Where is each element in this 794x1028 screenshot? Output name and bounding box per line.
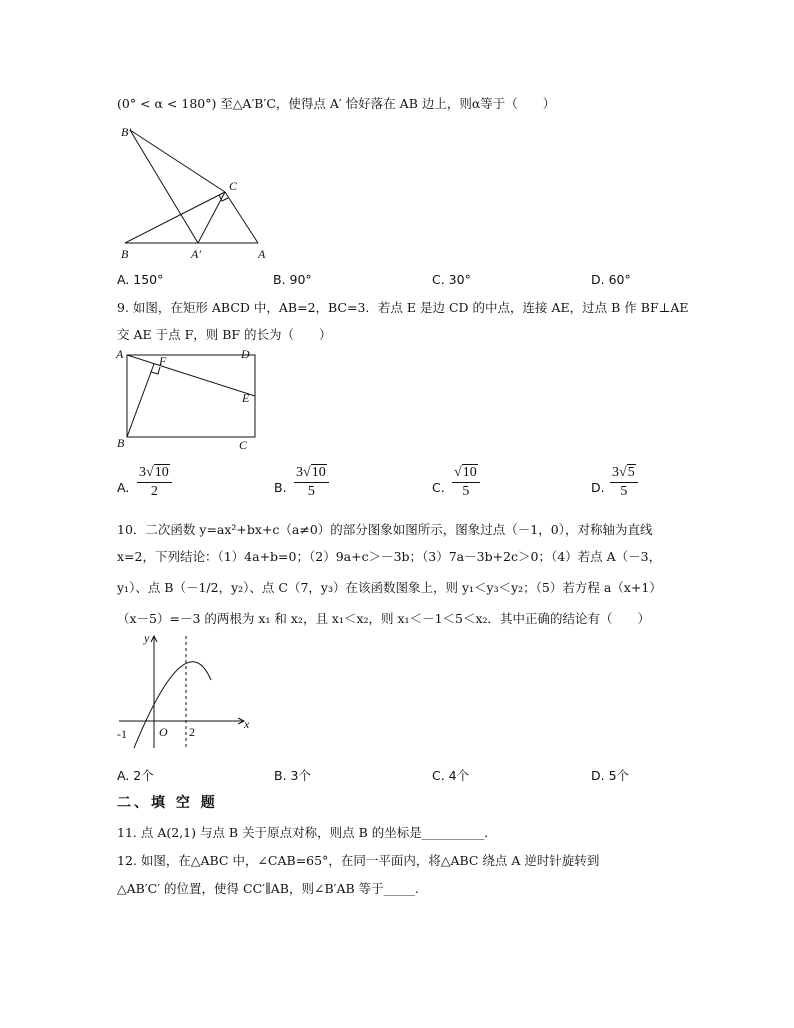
label-b: B — [121, 247, 129, 261]
q8-option-c[interactable]: C. 30° — [432, 272, 471, 287]
q10-option-d[interactable]: D. 5个 — [591, 768, 630, 783]
q11-stem: 11. 点 A(2,1) 与点 B 关于原点对称，则点 B 的坐标是__________． — [117, 825, 497, 840]
label-e: E — [242, 391, 250, 405]
label-y: y — [144, 631, 150, 645]
q8-option-a[interactable]: A. 150° — [117, 272, 164, 287]
q9-option-b-fraction: $\frac{3√10}{5}$ — [294, 465, 329, 500]
q9-figure — [115, 345, 260, 455]
q10-stem-line3: y₁）、点 B（－1/2，y₂）、点 C（7，y₃）在该函数图象上，则 y₁＜y₃＜y₂；（5）若方程 a（x+1） — [117, 580, 662, 595]
section-title: 二、填 空 题 — [117, 795, 218, 811]
q10-option-b[interactable]: B. 3个 — [274, 768, 311, 783]
q9-option-d-fraction: $\frac{3√5}{5}$ — [610, 465, 638, 500]
q12-stem-line1: 12. 如图，在△ABC 中，∠CAB=65°，在同一平面内，将△ABC 绕点 A 逆时针旋转到 — [117, 853, 600, 868]
q9-option-c-fraction: $\frac{√10}{5}$ — [452, 465, 480, 500]
q9-option-b-letter[interactable]: B. — [274, 480, 287, 495]
label-a: A — [258, 247, 266, 261]
label-d: D — [241, 347, 250, 361]
q10-stem-line4: （x－5）=－3 的两根为 x₁ 和 x₂，且 x₁＜x₂，则 x₁＜－1＜5＜x₂．其中正确的结论有（ ） — [117, 611, 651, 626]
q9-option-a-letter[interactable]: A. — [117, 480, 130, 495]
q9-option-d-letter[interactable]: D. — [591, 480, 605, 495]
label-f: F — [159, 354, 167, 368]
q10-figure — [114, 628, 254, 753]
q10-stem-line2: x=2，下列结论：（1）4a+b=0；（2）9a+c＞－3b；（3）7a－3b+2c＞0；（4）若点 A（－3， — [117, 549, 662, 564]
q8-option-b[interactable]: B. 90° — [273, 272, 312, 287]
label-c: C — [229, 179, 238, 193]
q10-stem-line1: 10．二次函数 y=ax²+bx+c（a≠0）的部分图象如图所示，图象过点（－1，0），对称轴为直线 — [117, 522, 653, 537]
q10-option-c[interactable]: C. 4个 — [432, 768, 470, 783]
q10-option-a[interactable]: A. 2个 — [117, 768, 154, 783]
q9-option-c-letter[interactable]: C. — [432, 480, 445, 495]
q12-stem-line2: △AB′C′ 的位置，使得 CC′∥AB，则∠B′AB 等于_____. — [117, 881, 419, 896]
label-neg1: -1 — [117, 727, 127, 741]
label-b: B — [117, 436, 125, 450]
q8-option-d[interactable]: D. 60° — [591, 272, 631, 287]
label-a-prime: A′ — [191, 247, 201, 261]
label-x: x — [244, 717, 250, 731]
label-2: 2 — [189, 725, 195, 739]
label-a: A — [116, 347, 124, 361]
q9-option-a-fraction: $\frac{3√10}{2}$ — [137, 465, 172, 500]
q8-stem: (0° < α < 180°) 至△A′B′C，使得点 A′ 恰好落在 AB 边上，则α等于（ ） — [117, 96, 556, 111]
label-c: C — [239, 438, 248, 452]
label-b-prime: B′ — [121, 125, 131, 139]
q9-stem-line2: 交 AE 于点 F，则 BF 的长为（ ） — [117, 327, 332, 342]
q9-stem-line1: 9. 如图，在矩形 ABCD 中，AB=2，BC=3．若点 E 是边 CD 的中点，连接 AE，过点 B 作 BF⊥AE — [117, 300, 689, 315]
q8-figure — [115, 120, 275, 262]
label-o: O — [159, 725, 168, 739]
